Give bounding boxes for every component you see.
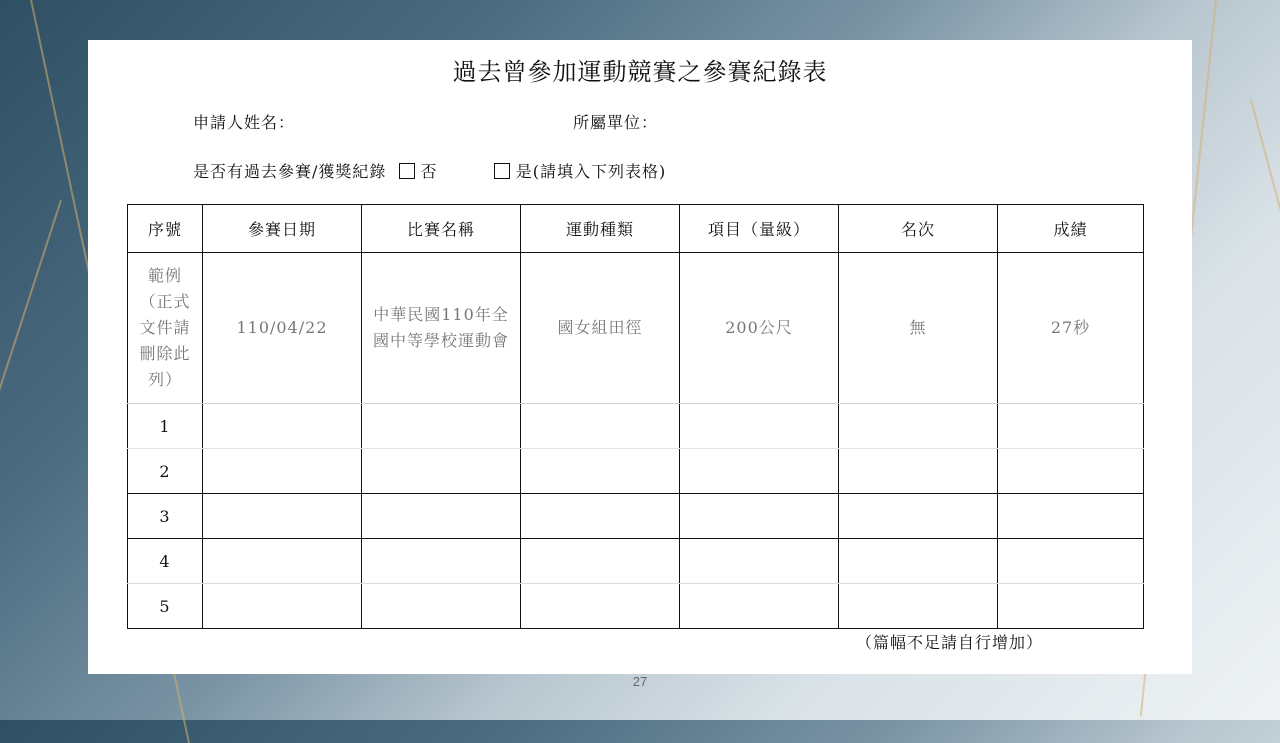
cell-date[interactable] [203,539,362,584]
yes-option-label: 是(請填入下列表格) [515,162,667,181]
example-date: 110/04/22 [203,253,362,404]
cell-score[interactable] [998,584,1144,629]
page-number: 27 [632,674,648,689]
example-sport: 國女組田徑 [521,253,680,404]
cell-score[interactable] [998,449,1144,494]
footer-note: （篇幅不足請自行增加） [856,633,1044,652]
applicant-name-label: 申請人姓名： [193,113,296,132]
cell-sport[interactable] [521,449,680,494]
cell-score[interactable] [998,404,1144,449]
cell-item[interactable] [680,449,839,494]
cell-event[interactable] [362,584,521,629]
table-row [128,584,1144,629]
example-seq: 範例（正式文件請刪除此列） [128,253,203,404]
cell-item[interactable] [680,404,839,449]
cell-event[interactable] [362,404,521,449]
document-page [88,40,1192,689]
header-event: 比賽名稱 [362,205,521,253]
header-score: 成績 [998,205,1144,253]
cell-score[interactable] [998,494,1144,539]
cell-sport[interactable] [521,584,680,629]
example-rank: 無 [839,253,998,404]
unit-label: 所屬單位： [573,113,659,132]
cell-rank[interactable] [839,539,998,584]
cell-rank[interactable] [839,494,998,539]
header-seq: 序號 [128,205,203,253]
competition-record-table [127,204,1144,629]
example-event: 中華民國110年全國中等學校運動會 [362,253,521,404]
cell-item[interactable] [680,584,839,629]
no-checkbox[interactable] [399,163,415,179]
record-question-label: 是否有過去參賽/獲獎紀錄 [193,162,387,181]
header-date: 參賽日期 [203,205,362,253]
cell-event[interactable] [362,494,521,539]
background-decoration [1250,99,1280,679]
cell-date[interactable] [203,584,362,629]
table-row [128,539,1144,584]
table-header-row [128,205,1144,253]
header-sport: 運動種類 [521,205,680,253]
cell-sport[interactable] [521,404,680,449]
background-decoration [0,200,62,676]
cell-item[interactable] [680,539,839,584]
cell-rank[interactable] [839,584,998,629]
row-number: 1 [128,404,203,449]
example-score: 27秒 [998,253,1144,404]
row-number: 5 [128,584,203,629]
cell-sport[interactable] [521,539,680,584]
cell-date[interactable] [203,404,362,449]
record-question-row [193,159,666,182]
cell-date[interactable] [203,494,362,539]
cell-event[interactable] [362,449,521,494]
cell-rank[interactable] [839,449,998,494]
header-rank: 名次 [839,205,998,253]
table-row [128,449,1144,494]
cell-event[interactable] [362,539,521,584]
no-option-label: 否 [420,162,438,181]
example-row [128,253,1144,404]
cell-score[interactable] [998,539,1144,584]
cell-date[interactable] [203,449,362,494]
page-title: 過去曾參加運動競賽之參賽紀錄表 [452,58,828,86]
cell-sport[interactable] [521,494,680,539]
row-number: 3 [128,494,203,539]
header-item: 項目（量級） [680,205,839,253]
yes-checkbox[interactable] [494,163,510,179]
table-row [128,404,1144,449]
cell-item[interactable] [680,494,839,539]
row-number: 2 [128,449,203,494]
row-number: 4 [128,539,203,584]
table-row [128,494,1144,539]
cell-rank[interactable] [839,404,998,449]
example-item: 200公尺 [680,253,839,404]
